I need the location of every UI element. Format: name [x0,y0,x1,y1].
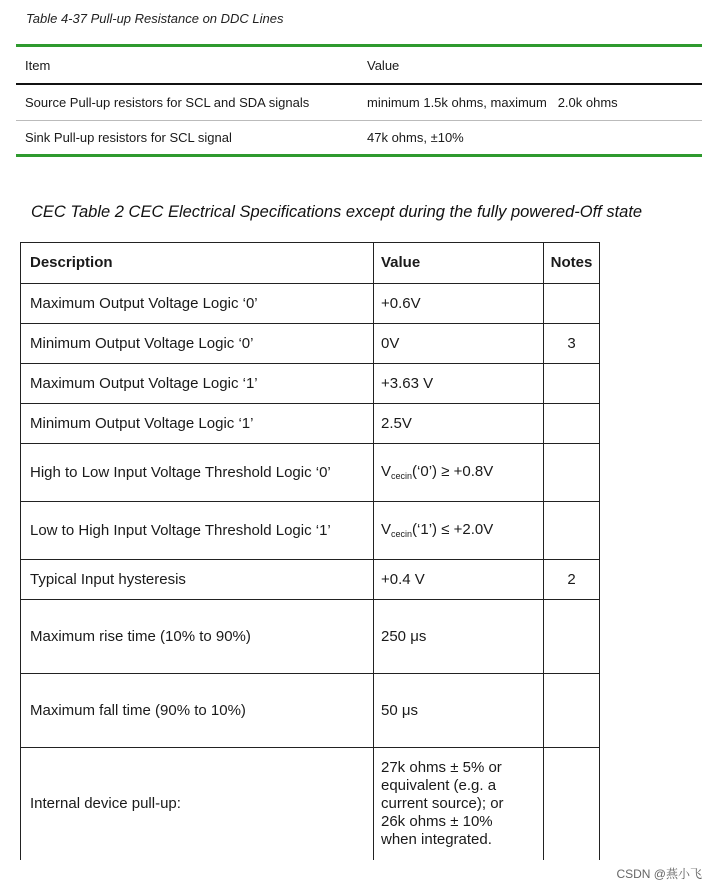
header-description: Description [21,243,374,284]
row-notes: 3 [544,324,600,364]
table-row [16,85,702,121]
header-value: Value [374,243,544,284]
table-bottom-rule [16,154,702,157]
value-symbol: V [381,463,392,480]
table-header-row [16,47,702,83]
row-description: Internal device pull-up: [21,748,374,861]
row-value: 2.5V [374,404,544,444]
row-value: 250 μs [374,600,544,674]
value-symbol: V [381,521,392,538]
table-row [21,560,600,600]
table-header-row [21,243,600,284]
row-value: minimum 1.5k ohms, maximum 2.0k ohms [367,95,618,110]
row-description: Maximum Output Voltage Logic ‘0’ [21,284,374,324]
row-notes [544,502,600,560]
row-value: 47k ohms, ±10% [367,130,464,145]
row-description: Maximum Output Voltage Logic ‘1’ [21,364,374,404]
value-subscript: cecin [391,529,413,539]
row-item: Source Pull-up resistors for SCL and SDA signals [25,95,310,110]
table-row [21,404,600,444]
value-rest: (‘0’) ≥ +0.8V [412,463,494,480]
table-row [21,502,600,560]
table-row [16,121,702,154]
row-notes [544,600,600,674]
row-description: Minimum Output Voltage Logic ‘1’ [21,404,374,444]
table-row [21,284,600,324]
row-value: +0.4 V [374,560,544,600]
ddc-pullup-table [16,44,702,157]
row-description: Minimum Output Voltage Logic ‘0’ [21,324,374,364]
table2-caption: CEC Table 2 CEC Electrical Specifications except during the fully powered-Off state [31,203,643,221]
table1-caption: Table 4-37 Pull-up Resistance on DDC Lines [26,11,284,26]
row-notes [544,284,600,324]
row-value [374,502,544,560]
row-notes [544,748,600,861]
table-row [21,748,600,861]
watermark: CSDN @燕小飞 [616,867,702,881]
row-description: High to Low Input Voltage Threshold Logic ‘0’ [21,444,374,502]
header-notes: Notes [544,243,600,284]
row-item: Sink Pull-up resistors for SCL signal [25,130,232,145]
row-value: 0V [374,324,544,364]
table-row [21,324,600,364]
row-notes [544,444,600,502]
row-notes [544,674,600,748]
value-subscript: cecin [391,471,413,481]
row-value: +3.63 V [374,364,544,404]
row-notes: 2 [544,560,600,600]
row-description: Low to High Input Voltage Threshold Logic ‘1’ [21,502,374,560]
header-value: Value [367,57,400,73]
table-row [21,600,600,674]
table-row [21,444,600,502]
row-value: 50 μs [374,674,544,748]
table-row [21,674,600,748]
row-description: Typical Input hysteresis [21,560,374,600]
value-rest: (‘1’) ≤ +2.0V [412,521,494,538]
row-value: 27k ohms ± 5% or equivalent (e.g. a current source); or 26k ohms ± 10% when integrated. [374,748,544,861]
row-notes [544,364,600,404]
row-description: Maximum fall time (90% to 10%) [21,674,374,748]
row-value: +0.6V [374,284,544,324]
header-item: Item [25,57,51,73]
row-description: Maximum rise time (10% to 90%) [21,600,374,674]
row-value [374,444,544,502]
table-row [21,364,600,404]
cec-spec-table [20,242,600,860]
row-notes [544,404,600,444]
